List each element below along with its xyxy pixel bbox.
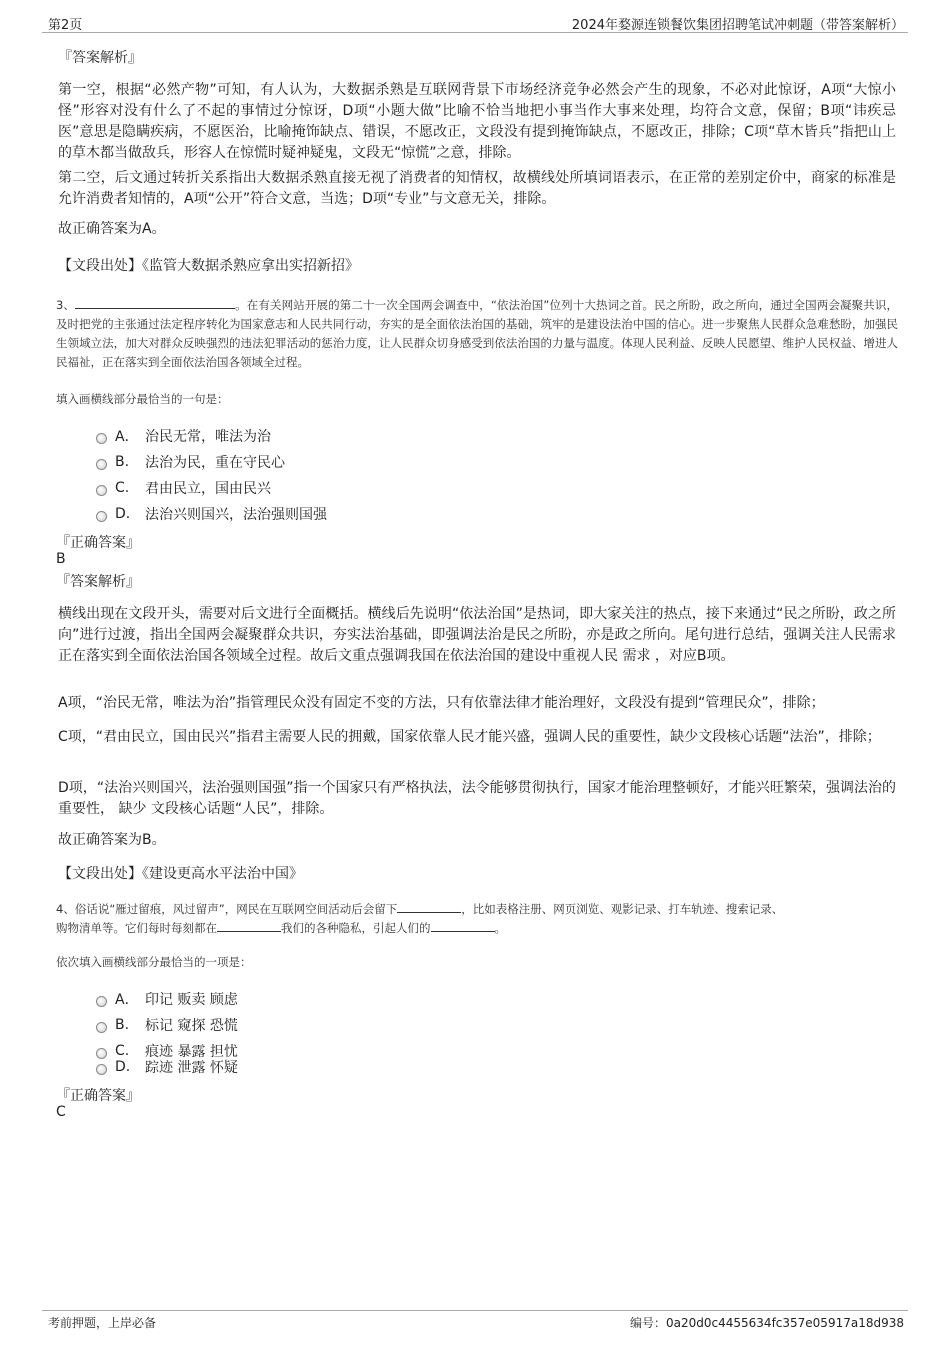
footer-divider: [42, 1310, 908, 1311]
q4-stem: 4、俗话说“雁过留痕，风过留声”，网民在互联网空间活动后会留下 ，比如表格注册、网页浏览、观影记录、打车轨迹、搜索记录、 购物清单等。它们每时每刻都在 我们的各种隐私，引起人们的 。: [56, 902, 784, 935]
q4-blank-2: [217, 919, 281, 932]
q4-option-d[interactable]: D. 踪迹 泄露 怀疑: [96, 1057, 238, 1077]
q4-option-a[interactable]: A． 印记 贩卖 顾虑: [96, 989, 238, 1009]
radio-button[interactable]: [96, 1064, 107, 1075]
radio-button[interactable]: [96, 511, 107, 522]
footer-slogan: 考前押题，上岸必备: [48, 1316, 157, 1330]
q2-analysis-p2: 第二空，后文通过转折关系指出大数据杀熟直接无视了消费者的知情权，故横线处所填词语表示，在正常的差别定价中，商家的标准是允许消费者知情的，A项“公开”符合文意，当选；D项“专业”与文意无关，排除。: [58, 170, 896, 207]
radio-button[interactable]: [96, 1022, 107, 1033]
q4-option-c[interactable]: C. 痕迹 暴露 担忧: [96, 1041, 238, 1061]
q4-answer: C: [56, 1104, 66, 1120]
q3-source: 【文段出处】《建设更高水平法治中国》: [58, 866, 303, 882]
q3-answer: B: [56, 551, 66, 567]
q3-analysis-label: 『答案解析』: [56, 574, 140, 590]
radio-button[interactable]: [96, 433, 107, 444]
document-id: 编号：0a20d0c4455634fc357e05917a18d938: [630, 1316, 904, 1330]
q3-option-b[interactable]: B. 法治为民，重在守民心: [96, 452, 285, 472]
q4-option-b[interactable]: B. 标记 窥探 恐慌: [96, 1015, 238, 1035]
q3-option-d[interactable]: D. 法治兴则国兴，法治强则国强: [96, 504, 327, 524]
q3-analysis-p1: 横线出现在文段开头，需要对后文进行全面概括。横线后先说明“依法治国”是热词，即大家关注的热点，接下来通过“民之所盼，政之所向”进行过渡，指出全国两会凝聚群众共识，夯实法治基础，即强调法治是民之所盼，亦是政之所向。尾句进行总结，强调关注人民需求正在落实到全面依法治国各领域全过程。故后文重点强调我国在依法治国的建设中重视人民 需求 ，对应B项。: [58, 606, 896, 664]
q4-answer-label: 『正确答案』: [56, 1088, 140, 1104]
q3-stem: [56, 296, 898, 372]
q3-option-c[interactable]: C. 君由民立，国由民兴: [96, 478, 271, 498]
q3-answer-label: 『正确答案』: [56, 535, 140, 551]
q3-prompt: 填入画横线部分最恰当的一句是：: [56, 392, 229, 406]
header-divider: [42, 32, 908, 33]
q2-source: 【文段出处】《监管大数据杀熟应拿出实招新招》: [58, 258, 359, 274]
q4-prompt: 依次填入画横线部分最恰当的一项是：: [56, 955, 252, 969]
radio-button[interactable]: [96, 459, 107, 470]
q3-analysis-p4: D项，“法治兴则国兴，法治强则国强”指一个国家只有严格执法，法令能够贯彻执行，国家才能治理整顿好，才能兴旺繁荣，强调法治的重要性， 缺少 文段核心话题“人民”，排除。: [58, 780, 896, 817]
q2-analysis-p1: 第一空，根据“必然产物”可知，有人认为，大数据杀熟是互联网背景下市场经济竞争必然会产生的现象，不必对此惊讶，A项“大惊小怪”形容对没有什么了不起的事情过分惊讶，D项“小题大做”比喻不恰当地把小事当作大事来处理，均符合文意，保留；B项“讳疾忌医”意思是隐瞒疾病，不愿医治，比喻掩饰缺点、错误，不愿改正，文段没有提到掩饰缺点，不愿改正，排除；C项“草木皆兵”指把山上的草木都当做敌兵，形容人在惊慌时疑神疑鬼，文段无“惊慌”之意，排除。: [58, 82, 896, 161]
q3-stem-text: 。在有关网站开展的第二十一次全国两会调查中，“依法治国”位列十大热词之首。民之所盼，政之所向，通过全国两会凝聚共识，及时把党的主张通过法定程序转化为国家意志和人民共同行动，夯实的是全面依法治国的基础，筑牢的是建设法治中国的信心。进一步聚焦人民群众急难愁盼，加强民生领域立法，加大对群众反映强烈的违法犯罪活动的惩治力度，让人民群众切身感受到依法治国的力量与温度。体现人民利益、反映人民愿望、维护人民权益、增进人民福祉，正在落实到全面依法治国各领域全过程。: [56, 298, 898, 369]
radio-button[interactable]: [96, 996, 107, 1007]
q3-analysis-p2: A项，“治民无常，唯法为治”指管理民众没有固定不变的方法，只有依靠法律才能治理好，文段没有提到“管理民众”，排除；: [58, 695, 825, 711]
q3-number: 3、: [56, 298, 76, 312]
q3-option-a[interactable]: A． 治民无常，唯法为治: [96, 426, 271, 446]
q4-blank-3: [431, 919, 495, 932]
q2-conclusion: 故正确答案为A。: [58, 221, 166, 237]
q4-blank-1: [397, 900, 461, 913]
q3-conclusion: 故正确答案为B。: [58, 832, 166, 848]
radio-button[interactable]: [96, 485, 107, 496]
page-number: 第2页: [48, 18, 83, 33]
q3-analysis-p3: C项，“君由民立，国由民兴”指君主需要人民的拥戴，国家依靠人民才能兴盛，强调人民的重要性，缺少文段核心话题“法治”，排除；: [58, 729, 881, 745]
q2-analysis-label: 『答案解析』: [58, 50, 142, 66]
q3-blank: [75, 296, 235, 309]
document-title: 2024年婺源连锁餐饮集团招聘笔试冲刺题（带答案解析）: [571, 18, 904, 33]
